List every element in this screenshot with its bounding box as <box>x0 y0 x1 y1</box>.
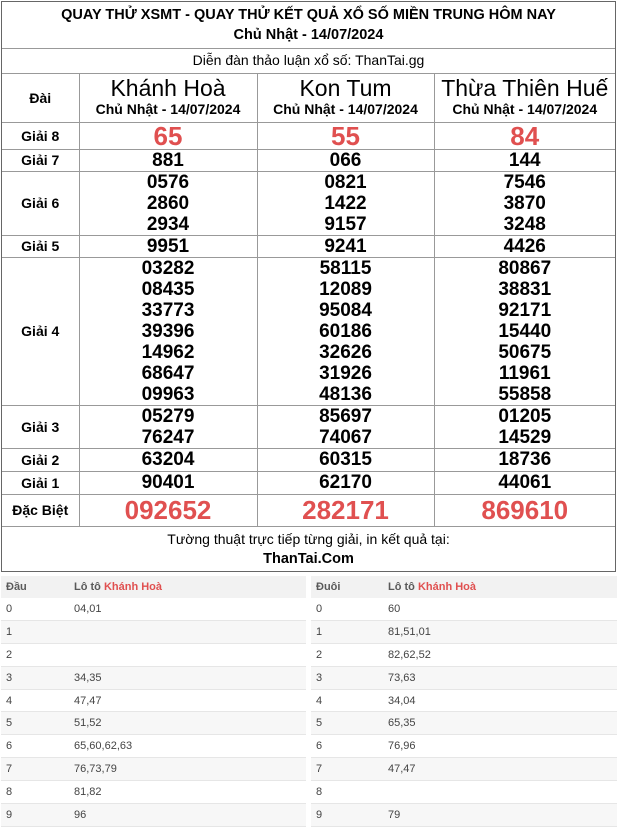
loto-duoi-panel <box>311 576 617 827</box>
prize-number: 38831 <box>498 278 552 300</box>
prize-row-g5 <box>2 235 615 257</box>
loto-dau-header: Đầu <box>1 576 69 598</box>
prize-cell <box>434 149 615 171</box>
loto-row <box>311 712 617 735</box>
prize-number: 092652 <box>124 495 212 525</box>
loto-digit: 3 <box>311 666 383 689</box>
prize-row-g3 <box>2 405 615 448</box>
prize-number: 144 <box>508 149 541 171</box>
loto-row <box>311 620 617 643</box>
footer-site-link[interactable]: ThanTai.Com <box>263 550 354 567</box>
loto-numbers: 51,52 <box>69 712 306 735</box>
province-date: Chủ Nhật - 14/07/2024 <box>95 101 241 118</box>
prize-number: 881 <box>152 149 184 171</box>
loto-digit: 9 <box>311 804 383 827</box>
loto-numbers <box>69 643 306 666</box>
loto-numbers: 34,04 <box>383 689 617 712</box>
loto-row <box>1 620 306 643</box>
page-date: Chủ Nhật - 14/07/2024 <box>233 27 384 43</box>
page-title: QUAY THỬ XSMT - QUAY THỬ KẾT QUẢ XỔ SỐ MIỀN TRUNG HÔM NAY <box>61 7 556 23</box>
loto-numbers: 81,82 <box>69 781 306 804</box>
province-date: Chủ Nhật - 14/07/2024 <box>273 101 418 118</box>
loto-numbers: 65,60,62,63 <box>69 735 306 758</box>
dai-label: Đài <box>2 74 79 122</box>
prize-label: Đặc Biệt <box>2 494 79 526</box>
prize-cell <box>434 122 615 149</box>
prize-number: 9951 <box>146 235 190 257</box>
province-header <box>79 74 257 122</box>
prize-number: 14529 <box>498 426 552 448</box>
prize-number: 55858 <box>498 383 552 405</box>
loto-numbers: 47,47 <box>383 758 617 781</box>
loto-digit: 5 <box>311 712 383 735</box>
loto-numbers: 65,35 <box>383 712 617 735</box>
loto-numbers: 76,73,79 <box>69 758 306 781</box>
prize-number: 9157 <box>324 213 367 235</box>
loto-digit: 4 <box>1 689 69 712</box>
prize-cell <box>434 448 615 471</box>
prize-cell <box>434 471 615 494</box>
prize-number: 01205 <box>498 405 552 427</box>
prize-number: 31926 <box>319 362 372 384</box>
prize-cell <box>79 149 257 171</box>
prize-cell <box>434 494 615 526</box>
prize-number: 7546 <box>503 171 546 193</box>
loto-digit: 9 <box>1 804 69 827</box>
loto-numbers: 81,51,01 <box>383 620 617 643</box>
province-name[interactable]: Thừa Thiên Huế <box>441 75 609 102</box>
prize-number: 2860 <box>146 192 190 214</box>
prize-cell <box>79 405 257 448</box>
loto-row <box>1 712 306 735</box>
loto-digit: 8 <box>1 781 69 804</box>
prize-number: 4426 <box>503 235 546 257</box>
loto-dau-table <box>1 576 306 827</box>
prize-cell <box>434 257 615 405</box>
prize-number: 1422 <box>324 192 367 214</box>
loto-row <box>311 666 617 689</box>
loto-numbers <box>383 781 617 804</box>
prize-number: 18736 <box>498 449 552 470</box>
loto-prefix: Lô tô <box>388 581 418 593</box>
loto-row <box>1 781 306 804</box>
prize-cell <box>434 405 615 448</box>
prize-row-g8 <box>2 122 615 149</box>
prize-number: 0576 <box>146 171 190 193</box>
prize-row-g6 <box>2 171 615 235</box>
prize-number: 92171 <box>498 299 552 321</box>
prize-label: Giải 8 <box>2 122 79 149</box>
prize-number: 60315 <box>319 449 372 470</box>
loto-digit: 3 <box>1 666 69 689</box>
prize-cell <box>434 235 615 257</box>
prize-row-db <box>2 494 615 526</box>
prize-cell <box>434 171 615 235</box>
page-header <box>2 2 615 49</box>
province-name[interactable]: Kon Tum <box>299 75 392 102</box>
prize-cell <box>79 471 257 494</box>
prize-number: 68647 <box>141 362 195 384</box>
loto-digit: 8 <box>311 781 383 804</box>
prize-label: Giải 2 <box>2 448 79 471</box>
loto-dau-title <box>69 576 306 598</box>
loto-duoi-table <box>311 576 617 827</box>
loto-numbers: 34,35 <box>69 666 306 689</box>
prize-cell <box>79 235 257 257</box>
prize-cell <box>257 494 434 526</box>
loto-row <box>311 735 617 758</box>
prize-number: 65 <box>153 120 183 151</box>
loto-numbers: 82,62,52 <box>383 643 617 666</box>
loto-digit: 4 <box>311 689 383 712</box>
prize-cell <box>257 471 434 494</box>
loto-duoi-title <box>383 576 617 598</box>
prize-number: 09963 <box>141 383 195 405</box>
loto-duoi-header: Đuôi <box>311 576 383 598</box>
prize-number: 03282 <box>141 257 195 279</box>
prize-number: 62170 <box>319 472 372 493</box>
loto-digit: 2 <box>311 643 383 666</box>
prize-number: 05279 <box>141 405 195 427</box>
page-footer <box>2 527 615 571</box>
prize-row-g2 <box>2 448 615 471</box>
province-header <box>434 74 615 122</box>
prize-number: 50675 <box>498 341 552 363</box>
prize-number: 2934 <box>146 213 190 235</box>
loto-row <box>1 643 306 666</box>
loto-numbers: 60 <box>383 598 617 620</box>
loto-digit: 6 <box>311 735 383 758</box>
prize-number: 3870 <box>503 192 546 214</box>
prize-number: 60186 <box>319 320 372 342</box>
loto-dau-panel <box>1 576 306 827</box>
prize-number: 33773 <box>141 299 195 321</box>
prize-number: 74067 <box>319 426 372 448</box>
prize-cell <box>79 448 257 471</box>
prize-number: 55 <box>331 120 360 151</box>
prize-row-g4 <box>2 257 615 405</box>
prize-number: 32626 <box>319 341 372 363</box>
prize-number: 76247 <box>141 426 195 448</box>
loto-digit: 7 <box>311 758 383 781</box>
loto-row <box>311 758 617 781</box>
province-name[interactable]: Khánh Hoà <box>110 75 226 102</box>
prize-cell <box>257 122 434 149</box>
prize-number: 11961 <box>498 362 551 384</box>
loto-numbers: 04,01 <box>69 598 306 620</box>
loto-row <box>311 781 617 804</box>
prize-row-g7 <box>2 149 615 171</box>
loto-row <box>1 689 306 712</box>
prize-number: 90401 <box>141 472 195 493</box>
prize-number: 44061 <box>498 472 552 493</box>
prize-number: 48136 <box>319 383 372 405</box>
prize-number: 14962 <box>141 341 195 363</box>
loto-digit: 0 <box>311 598 383 620</box>
prize-cell <box>79 257 257 405</box>
loto-row <box>311 689 617 712</box>
prize-cell <box>79 494 257 526</box>
loto-numbers: 47,47 <box>69 689 306 712</box>
loto-row <box>1 598 306 620</box>
loto-numbers: 73,63 <box>383 666 617 689</box>
prize-label: Giải 6 <box>2 171 79 235</box>
prize-cell <box>257 405 434 448</box>
loto-numbers: 96 <box>69 804 306 827</box>
prize-cell <box>257 257 434 405</box>
footer-text: Tường thuật trực tiếp từng giải, in kết quả tại: <box>167 530 450 547</box>
prize-cell <box>79 122 257 149</box>
forum-link[interactable]: Diễn đàn thảo luận xổ số: ThanTai.gg <box>2 49 615 74</box>
prize-number: 08435 <box>141 278 195 300</box>
prize-cell <box>257 171 434 235</box>
loto-numbers: 76,96 <box>383 735 617 758</box>
prize-number: 80867 <box>498 257 552 279</box>
loto-numbers: 79 <box>383 804 617 827</box>
loto-province: Khánh Hoà <box>103 581 162 593</box>
prize-label: Giải 3 <box>2 405 79 448</box>
province-header <box>257 74 434 122</box>
loto-numbers <box>69 620 306 643</box>
prize-label: Giải 7 <box>2 149 79 171</box>
prize-number: 63204 <box>141 449 195 470</box>
prize-cell <box>257 448 434 471</box>
prize-number: 39396 <box>141 320 195 342</box>
lottery-result-panel <box>1 1 616 572</box>
loto-digit: 2 <box>1 643 69 666</box>
prize-number: 58115 <box>319 257 372 279</box>
loto-digit: 7 <box>1 758 69 781</box>
prize-label: Giải 4 <box>2 257 79 405</box>
loto-digit: 1 <box>311 620 383 643</box>
loto-province: Khánh Hoà <box>417 581 476 593</box>
result-table <box>2 74 615 527</box>
prize-cell <box>79 171 257 235</box>
prize-cell <box>257 149 434 171</box>
prize-number: 15440 <box>498 320 552 342</box>
loto-row <box>311 598 617 620</box>
loto-digit: 1 <box>1 620 69 643</box>
loto-row <box>1 735 306 758</box>
prize-label: Giải 1 <box>2 471 79 494</box>
prize-label: Giải 5 <box>2 235 79 257</box>
province-date: Chủ Nhật - 14/07/2024 <box>452 101 598 118</box>
prize-number: 12089 <box>319 278 372 300</box>
prize-number: 95084 <box>319 299 372 321</box>
prize-number: 84 <box>510 120 540 151</box>
loto-prefix: Lô tô <box>74 581 104 593</box>
loto-digit: 0 <box>1 598 69 620</box>
prize-cell <box>257 235 434 257</box>
prize-row-g1 <box>2 471 615 494</box>
loto-row <box>1 666 306 689</box>
loto-digit: 6 <box>1 735 69 758</box>
loto-row <box>1 758 306 781</box>
loto-row <box>311 643 617 666</box>
prize-number: 3248 <box>503 213 546 235</box>
province-header-row <box>2 74 615 122</box>
prize-number: 85697 <box>319 405 372 427</box>
prize-number: 869610 <box>481 495 569 525</box>
prize-number: 282171 <box>302 495 389 525</box>
prize-number: 0821 <box>324 171 367 193</box>
loto-digit: 5 <box>1 712 69 735</box>
prize-number: 9241 <box>324 235 367 257</box>
prize-number: 066 <box>329 149 362 171</box>
